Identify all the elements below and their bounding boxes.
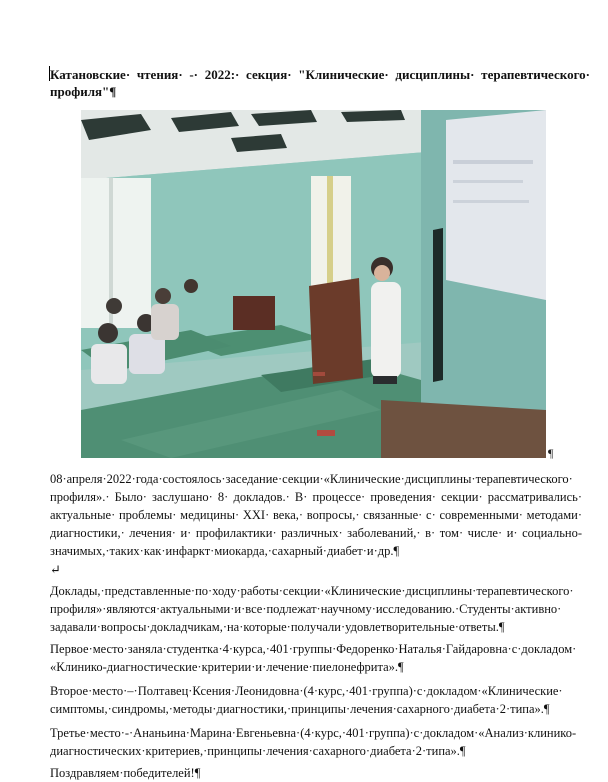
paragraph-intro[interactable]: 08·апреля·2022·года·состоялось·заседание·секции·«Клинические·дисциплины·терапевтического· профиля».· Было· заслушано· 8· докладов.· В· процессе· проведения· секции· рассматривались· актуальные· проблемы· медицины· XXI· века,· вопросы,· связанные· с· современными· методами· диагностики,· лечения· и· профилактики· различных· заболеваний,· в· том· числе· и· социально-значимых,·таких·как·инфаркт·миокарда,·сахарный·диабет·и·др.¶ (50, 472, 582, 558)
paragraph-mark: ¶ (548, 446, 554, 460)
paragraph-second-place[interactable]: Второе·место·–·Полтавец·Ксения·Леонидовна·(4·курс,·401·группа)·с·докладом·«Клинические· симптомы,·синдромы,·методы·диагностики,·принципы·лечения·сахарного·диабета·2·типа».¶ (50, 684, 563, 716)
document-title[interactable]: Катановские· чтения· -· 2022:· секция· "Клинические· дисциплины· терапевтического· профиля"¶ (50, 67, 590, 99)
seminar-photo[interactable] (81, 110, 546, 458)
paragraph-congrats[interactable]: Поздравляем·победителей!¶ (50, 766, 201, 780)
line-break-mark: ↵ (50, 562, 61, 577)
paragraph-first-place[interactable]: Первое·место·заняла·студентка·4·курса,·401·группы·Федоренко·Наталья·Гайдаровна·с·докладом· «Клинико-диагностические·критерии·и·лечение·пиелонефрита».¶ (50, 642, 577, 674)
paragraph-third-place[interactable]: Третье·место·-·Ананьина·Марина·Евгеньевна·(4·курс,·401·группа)·с·докладом·«Анализ·клинико-диагностических·критериев,·принципы·лечения·сахарного·диабета·2·типа».¶ (50, 726, 577, 758)
paragraph-reports[interactable]: Доклады,·представленные·по·ходу·работы·секции·«Клинические·дисциплины·терапевтического· профиля»·являются·актуальными·и·все·подлежат·научному·исследованию.·Студенты·активно· задавали·вопросы·докладчикам,·на·которые·получали·удовлетворительные·ответы.¶ (50, 584, 574, 634)
classroom-photo-image (81, 110, 546, 458)
